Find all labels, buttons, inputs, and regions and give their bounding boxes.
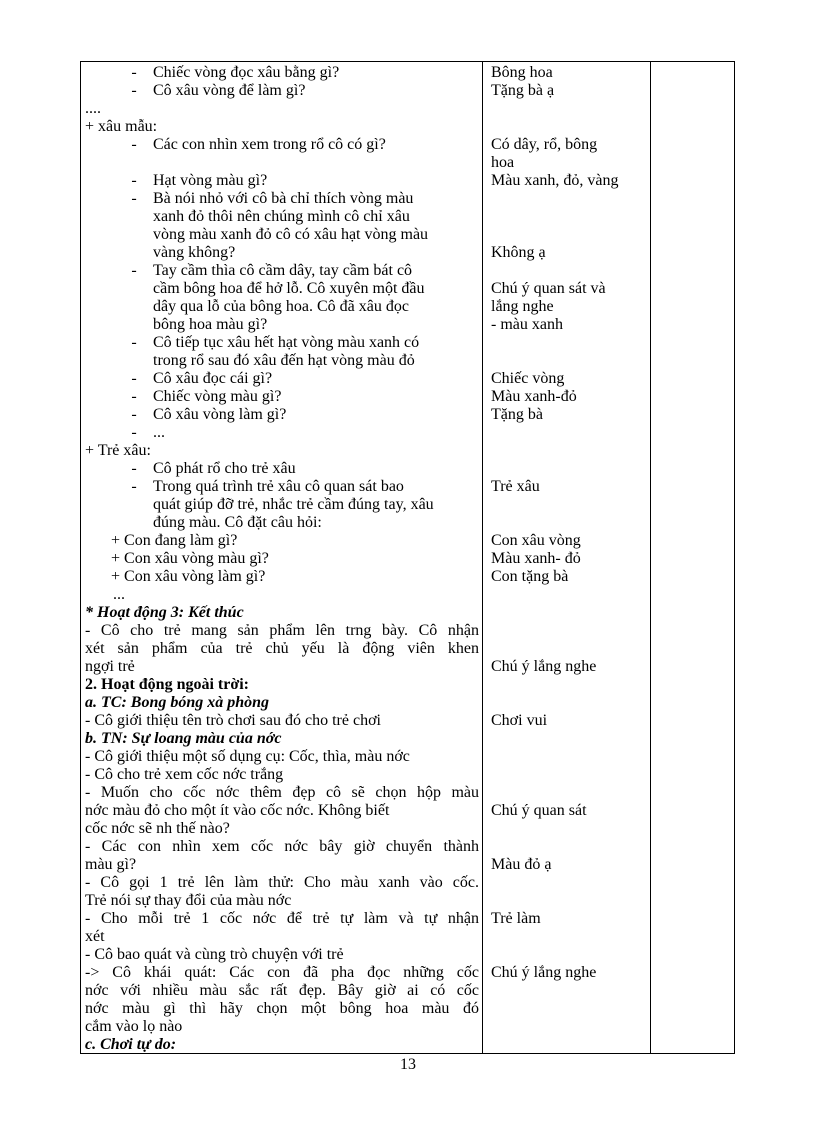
line-text: .... (85, 100, 101, 117)
column-divider-2 (650, 62, 651, 1053)
spacer (491, 100, 647, 118)
content-line (85, 514, 479, 532)
line-text: - Các con nhìn xem cốc nớc bây giờ chuyển thành (85, 838, 479, 855)
content-line (85, 892, 479, 910)
content-line (85, 424, 479, 442)
response-line: Tặng bà ạ (491, 82, 555, 99)
content-line (85, 460, 479, 478)
spacer (491, 586, 647, 604)
spacer (491, 928, 647, 946)
response-line: Con xâu vòng (491, 532, 581, 549)
content-line (85, 946, 479, 964)
bullet-dash: - (131, 334, 137, 351)
child-activity-column (491, 64, 647, 982)
line-text: c. Chơi tự do: (85, 1036, 177, 1053)
content-line (85, 118, 479, 136)
line-text: màu gì? (85, 856, 137, 873)
spacer (491, 334, 647, 352)
content-line (85, 712, 479, 730)
spacer (491, 730, 647, 748)
content-line (85, 496, 479, 514)
content-line (85, 802, 479, 820)
line-text: bông hoa màu gì? (153, 316, 268, 333)
spacer (85, 154, 479, 172)
spacer (491, 460, 647, 478)
spacer (491, 946, 647, 964)
spacer (491, 352, 647, 370)
bullet-dash: - (131, 406, 137, 423)
line-text: dây qua lỗ của bông hoa. Cô đã xâu đọc (153, 298, 409, 315)
response-line: - màu xanh (491, 316, 563, 333)
content-line (85, 64, 479, 82)
line-text: Các con nhìn xem trong rổ cô có gì? (153, 136, 386, 153)
spacer (491, 514, 647, 532)
response-line: Màu xanh-đỏ (491, 388, 577, 405)
spacer (491, 640, 647, 658)
content-line (85, 1036, 479, 1054)
line-text: trong rổ sau đó xâu đến hạt vòng màu đỏ (153, 352, 415, 369)
spacer (491, 604, 647, 622)
line-text: cắm vào lọ nào (85, 1018, 183, 1035)
line-text: Cô xâu đọc cái gì? (153, 370, 273, 387)
content-line (85, 658, 479, 676)
spacer (491, 442, 647, 460)
line-text: Cô tiếp tục xâu hết hạt vòng màu xanh có (153, 334, 420, 351)
line-text: - Muốn cho cốc nớc thêm đẹp cô sẽ chọn hộp màu (85, 784, 479, 801)
line-text: Chiếc vòng đọc xâu bằng gì? (153, 64, 340, 81)
line-text: Cô xâu vòng để làm gì? (153, 82, 306, 99)
spacer (491, 622, 647, 640)
line-text: - Cô cho trẻ xem cốc nớc trắng (85, 766, 284, 783)
column-divider-1 (482, 62, 483, 1053)
response-line: hoa (491, 154, 515, 171)
line-text: xét sản phẩm của trẻ chủ yếu là động viên khen (85, 640, 479, 657)
line-text: Bà nói nhỏ với cô bà chỉ thích vòng màu (153, 190, 414, 207)
spacer (491, 496, 647, 514)
content-line (85, 226, 479, 244)
line-text: ... (113, 586, 125, 603)
content-line (85, 208, 479, 226)
response-line: Không ạ (491, 244, 546, 261)
content-line (85, 298, 479, 316)
response-line: lắng nghe (491, 298, 554, 315)
page-number: 13 (400, 1056, 416, 1073)
response-line: Có dây, rổ, bông (491, 136, 598, 153)
content-line (85, 676, 479, 694)
spacer (491, 838, 647, 856)
spacer (491, 892, 647, 910)
spacer (491, 190, 647, 208)
line-text: quát giúp đỡ trẻ, nhắc trẻ cầm đúng tay, xâu (153, 496, 434, 513)
line-text: đúng màu. Cô đặt câu hỏi: (153, 514, 322, 531)
line-text: ... (153, 424, 165, 441)
response-line: Màu đỏ ạ (491, 856, 552, 873)
line-text: cầm bông hoa để hở lỗ. Cô xuyên một đầu (153, 280, 425, 297)
content-line (85, 478, 479, 496)
spacer (491, 694, 647, 712)
content-line (85, 766, 479, 784)
content-line (85, 280, 479, 298)
line-text: xét (85, 928, 105, 945)
content-line (85, 694, 479, 712)
content-line (85, 334, 479, 352)
response-line: Chú ý quan sát và (491, 280, 606, 297)
content-line (85, 100, 479, 118)
content-line (85, 856, 479, 874)
line-text: vòng màu xanh đỏ cô có xâu hạt vòng màu (153, 226, 429, 243)
spacer (491, 226, 647, 244)
line-text: - Cô giới thiệu tên trò chơi sau đó cho trẻ chơi (85, 712, 381, 729)
content-line (85, 352, 479, 370)
response-line: Bông hoa (491, 64, 553, 81)
line-text: + Trẻ xâu: (85, 442, 151, 459)
bullet-dash: - (131, 370, 137, 387)
line-text: b. TN: Sự loang màu của nớc (85, 730, 282, 747)
content-line (85, 910, 479, 928)
bullet-dash: - (131, 172, 137, 189)
content-line (85, 874, 479, 892)
spacer (491, 766, 647, 784)
line-text: + Con đang làm gì? (111, 532, 238, 549)
response-line: Trẻ làm (491, 910, 541, 927)
content-line (85, 406, 479, 424)
line-text: - Cô giới thiệu một số dụng cụ: Cốc, thìa, màu nớc (85, 748, 410, 765)
content-line (85, 784, 479, 802)
bullet-dash: - (131, 388, 137, 405)
response-line: Chơi vui (491, 712, 548, 729)
line-text: Chiếc vòng màu gì? (153, 388, 282, 405)
spacer (491, 118, 647, 136)
line-text: cốc nớc sẽ nh thế nào? (85, 820, 230, 837)
bullet-dash: - (131, 82, 137, 99)
bullet-dash: - (131, 424, 137, 441)
content-line (85, 640, 479, 658)
content-line (85, 568, 479, 586)
content-line (85, 604, 479, 622)
spacer (491, 208, 647, 226)
line-text: Cô xâu vòng làm gì? (153, 406, 287, 423)
line-text: nớc màu gì thì hãy chọn một bông hoa màu đó (85, 1000, 479, 1017)
content-line (85, 982, 479, 1000)
response-line: Tặng bà (491, 406, 543, 423)
response-line: Chú ý lắng nghe (491, 658, 597, 675)
content-line (85, 748, 479, 766)
line-text: nớc màu đỏ cho một ít vào cốc nớc. Không biết (85, 802, 390, 819)
response-line: Màu xanh- đỏ (491, 550, 581, 567)
spacer (491, 262, 647, 280)
content-line (85, 82, 479, 100)
content-line (85, 532, 479, 550)
line-text: - Cô bao quát và cùng trò chuyện với trẻ (85, 946, 344, 963)
line-text: xanh đỏ thôi nên chúng mình cô chỉ xâu (153, 208, 410, 225)
content-line (85, 262, 479, 280)
line-text: + Con xâu vòng màu gì? (111, 550, 269, 567)
content-line (85, 964, 479, 982)
line-text: * Hoạt động 3: Kết thúc (85, 604, 244, 621)
line-text: + Con xâu vòng làm gì? (111, 568, 266, 585)
lesson-plan-table (80, 61, 735, 1054)
spacer (491, 424, 647, 442)
content-line (85, 1018, 479, 1036)
content-line (85, 928, 479, 946)
line-text: nớc với nhiều màu sắc rất đẹp. Bây giờ ai có cốc (85, 982, 479, 999)
content-line (85, 172, 479, 190)
content-line (85, 136, 479, 154)
bullet-dash: - (131, 190, 137, 207)
line-text: - Cho mỗi trẻ 1 cốc nớc để trẻ tự làm và tự nhận (85, 910, 479, 927)
content-line (85, 442, 479, 460)
bullet-dash: - (131, 64, 137, 81)
content-line (85, 550, 479, 568)
line-text: Trong quá trình trẻ xâu cô quan sát bao (153, 478, 404, 495)
content-line (85, 730, 479, 748)
line-text: a. TC: Bong bóng xà phòng (85, 694, 270, 711)
content-line (85, 622, 479, 640)
line-text: Cô phát rổ cho trẻ xâu (153, 460, 296, 477)
line-text: vàng không? (153, 244, 236, 261)
content-line (85, 838, 479, 856)
line-text: ngợi trẻ (85, 658, 135, 675)
bullet-dash: - (131, 460, 137, 477)
response-line: Chú ý quan sát (491, 802, 587, 819)
spacer (491, 784, 647, 802)
line-text: Tay cầm thìa cô cầm dây, tay cầm bát cô (153, 262, 413, 279)
bullet-dash: - (131, 478, 137, 495)
line-text: - Cô gọi 1 trẻ lên làm thử: Cho màu xanh vào cốc. (85, 874, 479, 891)
response-line: Trẻ xâu (491, 478, 540, 495)
content-line (85, 316, 479, 334)
content-line (85, 244, 479, 262)
spacer (491, 748, 647, 766)
content-line (85, 820, 479, 838)
response-line: Màu xanh, đỏ, vàng (491, 172, 619, 189)
bullet-dash: - (131, 262, 137, 279)
teacher-activity-column (85, 64, 479, 1054)
spacer (491, 676, 647, 694)
content-line (85, 190, 479, 208)
line-text: + xâu mẫu: (85, 118, 158, 135)
line-text: Trẻ nói sự thay đổi của màu nớc (85, 892, 292, 909)
line-text: -> Cô khái quát: Các con đã pha đọc những cốc (85, 964, 479, 981)
content-line (85, 370, 479, 388)
bullet-dash: - (131, 136, 137, 153)
response-line: Con tặng bà (491, 568, 569, 585)
line-text: 2. Hoạt động ngoài trời: (85, 676, 249, 693)
spacer (491, 874, 647, 892)
content-line (85, 388, 479, 406)
content-line (85, 586, 479, 604)
content-line (85, 1000, 479, 1018)
line-text: Hạt vòng màu gì? (153, 172, 268, 189)
line-text: - Cô cho trẻ mang sản phẩm lên trng bày. Cô nhận (85, 622, 479, 639)
response-line: Chú ý lắng nghe (491, 964, 597, 981)
spacer (491, 820, 647, 838)
response-line: Chiếc vòng (491, 370, 565, 387)
